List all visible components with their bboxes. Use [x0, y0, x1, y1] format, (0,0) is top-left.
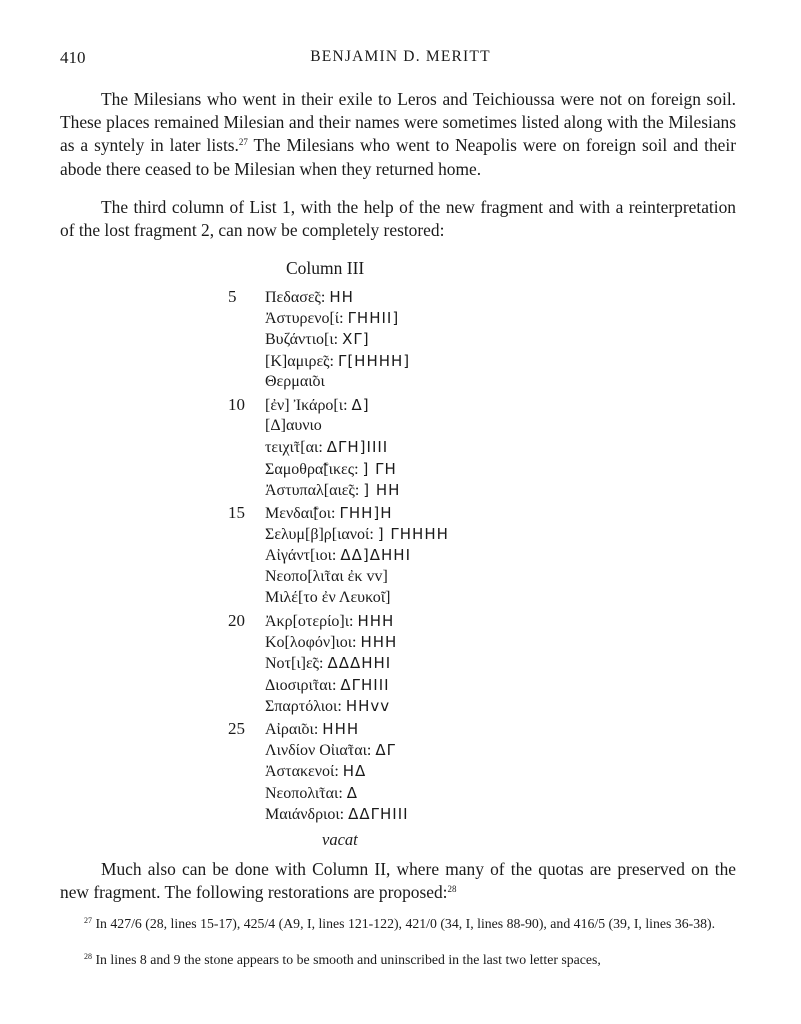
- column-title: Column III: [286, 258, 365, 278]
- quota-value: ΗΗΗ: [360, 632, 398, 651]
- separator: :: [338, 784, 347, 802]
- column-entry: [228, 352, 410, 374]
- separator: :: [339, 309, 348, 327]
- quota-value: ] ΗΗ: [363, 481, 401, 500]
- quota-value: Δ]: [351, 396, 370, 414]
- ethnic-name: Ἀστυπαλ[αιε̃ς: [265, 482, 355, 500]
- ethnic-name: Νοτ[ι]ε̃ς: [265, 655, 319, 673]
- ethnic-name: [Κ]αμιρε̃ς: [265, 352, 330, 370]
- line-number: 10: [228, 395, 245, 414]
- footnote-ref-27: 27: [238, 137, 248, 148]
- column-entry: [228, 697, 390, 719]
- ethnic-name: Σαμοθρα̃[ικες: [265, 460, 355, 478]
- separator: :: [354, 460, 363, 478]
- column-entry: [228, 546, 411, 568]
- quota-value: ΧΓ]: [342, 330, 370, 349]
- column-entry: [228, 438, 388, 460]
- separator: :: [331, 676, 341, 694]
- column-entry: [228, 525, 449, 547]
- ethnic-name: Μιλέ[το ἐν Λευκο̃ι]: [265, 589, 391, 607]
- ethnic-name: Μαιάνδριοι: [265, 806, 340, 824]
- footnote-28: [60, 951, 736, 970]
- quota-value: ΗΔ: [342, 762, 367, 781]
- ethnic-name: [ἐν] Ἰκάρο[ι: [265, 397, 344, 414]
- ethnic-name: Διοσιρι̃ται: [265, 676, 332, 694]
- footnote-text: In 427/6 (28, lines 15-17), 425/4 (A9, I, lines 121-122), 421/0 (34, I, lines 88-90), and 416/5 (39, I, lines 36-38).: [95, 916, 716, 931]
- quota-value: ΗΗΗ: [357, 612, 395, 630]
- running-head: BENJAMIN D. MERITT: [310, 48, 491, 65]
- column-entry: [228, 784, 358, 806]
- column-entry: [228, 417, 322, 439]
- column-entry: [228, 762, 366, 784]
- paragraph-milesians: [60, 88, 736, 181]
- ethnic-name: τειχι̃τ[αι: [265, 439, 319, 457]
- ethnic-name: Θερμαι̃οι: [265, 373, 325, 391]
- ethnic-name: Μενδαι̃[οι: [265, 505, 332, 522]
- paragraph-text-continued: The Milesians who went to Neapolis were on foreign soil and their abode there ceased to be Milesian when they returned home.: [60, 135, 736, 179]
- column-entry: [228, 719, 359, 741]
- quota-value: ΔΔΔΗΗΙ: [327, 654, 392, 673]
- ethnic-name: Κο[λοφόν]ιοι: [265, 633, 353, 651]
- ethnic-name: Αἰγάντ[ιοι: [265, 547, 332, 565]
- ethnic-name: Νεοπολι̃ται: [265, 784, 339, 802]
- quota-value: Γ[ΗΗΗΗ]: [337, 351, 411, 370]
- line-number: 20: [228, 611, 245, 630]
- line-number: 5: [228, 287, 237, 306]
- quota-value: ΓΗΗΙΙ]: [347, 308, 400, 327]
- quota-value: ΔΓΗ]ΙΙΙΙ: [326, 438, 389, 457]
- column-entry: [228, 309, 399, 331]
- page-number: 410: [60, 48, 86, 67]
- ethnic-name: Πεδασε̃ς: [265, 289, 321, 306]
- separator: :: [334, 763, 343, 781]
- quota-value: ΔΔΓΗΙΙΙ: [348, 805, 409, 824]
- column-entry: [228, 330, 370, 352]
- footnote-27: [60, 915, 736, 934]
- separator: :: [339, 806, 349, 824]
- vacat-note: vacat: [322, 830, 358, 849]
- column-entry: [228, 395, 370, 417]
- ethnic-name: Ἀστυρενο[ί: [265, 309, 340, 327]
- column-entry: [228, 633, 397, 655]
- separator: :: [331, 505, 340, 522]
- ethnic-name: [Δ]αυνιο: [265, 416, 322, 434]
- ethnic-name: Αἰραι̃οι: [265, 721, 314, 738]
- quota-value: ΗΗvv: [345, 697, 391, 716]
- column-entry: [228, 481, 400, 503]
- quota-value: ΔΔ]ΔΗΗΙ: [340, 546, 411, 565]
- column-entry: [228, 568, 388, 590]
- quota-value: Δ: [346, 783, 359, 802]
- column-entry: [228, 805, 409, 827]
- ethnic-name: Λινδίον Οἰια̃ται: [265, 741, 367, 759]
- paragraph-column-two: [60, 858, 736, 904]
- column-entry: [228, 589, 390, 611]
- footnote-mark: 28: [84, 952, 92, 961]
- separator: :: [331, 547, 341, 565]
- separator: :: [337, 698, 346, 716]
- column-entry: [228, 654, 391, 676]
- quota-value: ΗΗΗ: [322, 720, 360, 738]
- paragraph-third-column: [60, 196, 736, 242]
- footnote-ref-28: 28: [447, 884, 457, 895]
- quota-value: ΔΓΗΙΙΙ: [340, 675, 390, 694]
- separator: :: [313, 721, 323, 738]
- quota-value: ] ΓΗ: [362, 459, 397, 478]
- column-entry: [228, 460, 397, 482]
- ethnic-name: Ἀστακενοί: [265, 763, 335, 781]
- separator: :: [369, 525, 378, 543]
- separator: :: [352, 633, 361, 651]
- column-entry: [228, 373, 325, 395]
- separator: :: [320, 289, 330, 306]
- separator: :: [349, 613, 358, 630]
- ethnic-name: Βυζάντιο[ι: [265, 331, 334, 349]
- ethnic-name: Σπαρτόλιοι: [265, 698, 338, 716]
- separator: :: [319, 655, 328, 673]
- separator: :: [333, 331, 343, 349]
- quota-value: ΓΗΗ]Η: [339, 504, 393, 522]
- separator: :: [366, 741, 376, 759]
- ethnic-name: Σελυμ[β]ρ[ιανοί: [265, 525, 370, 543]
- line-number: 25: [228, 719, 245, 738]
- quota-value: ] ΓΗΗΗΗ: [377, 524, 449, 543]
- quota-value: HH: [329, 288, 354, 306]
- column-entry: [228, 503, 393, 525]
- paragraph-text: The third column of List 1, with the help of the new fragment and with a reinterpretation of the lost fragment 2, can now be completely restored:: [60, 197, 736, 241]
- paragraph-text: The Milesians who went in their exile to Leros and Teichioussa were not on foreign soil. These places remained Milesian and their names were sometimes listed along with the Milesians as a syntely in later lists.: [60, 89, 736, 156]
- quota-value: ΔΓ: [375, 740, 396, 759]
- column-entry: [228, 611, 394, 633]
- column-entry: [228, 676, 390, 698]
- ethnic-name: Νεοπο[λι̃ται ἐκ vv]: [265, 567, 388, 585]
- separator: :: [329, 352, 338, 370]
- line-number: 15: [228, 503, 245, 522]
- footnote-text: In lines 8 and 9 the stone appears to be smooth and uninscribed in the last two letter spaces,: [95, 952, 601, 967]
- column-entry: [228, 741, 396, 763]
- separator: :: [343, 397, 352, 414]
- ethnic-name: Ἀκρ[οτερίο]ι: [265, 613, 349, 630]
- footnote-mark: 27: [84, 916, 92, 925]
- separator: :: [318, 439, 327, 457]
- separator: :: [354, 482, 364, 500]
- column-entry: [228, 287, 354, 309]
- paragraph-text: Much also can be done with Column II, where many of the quotas are preserved on the new fragment. The following restorations are proposed:: [60, 859, 736, 903]
